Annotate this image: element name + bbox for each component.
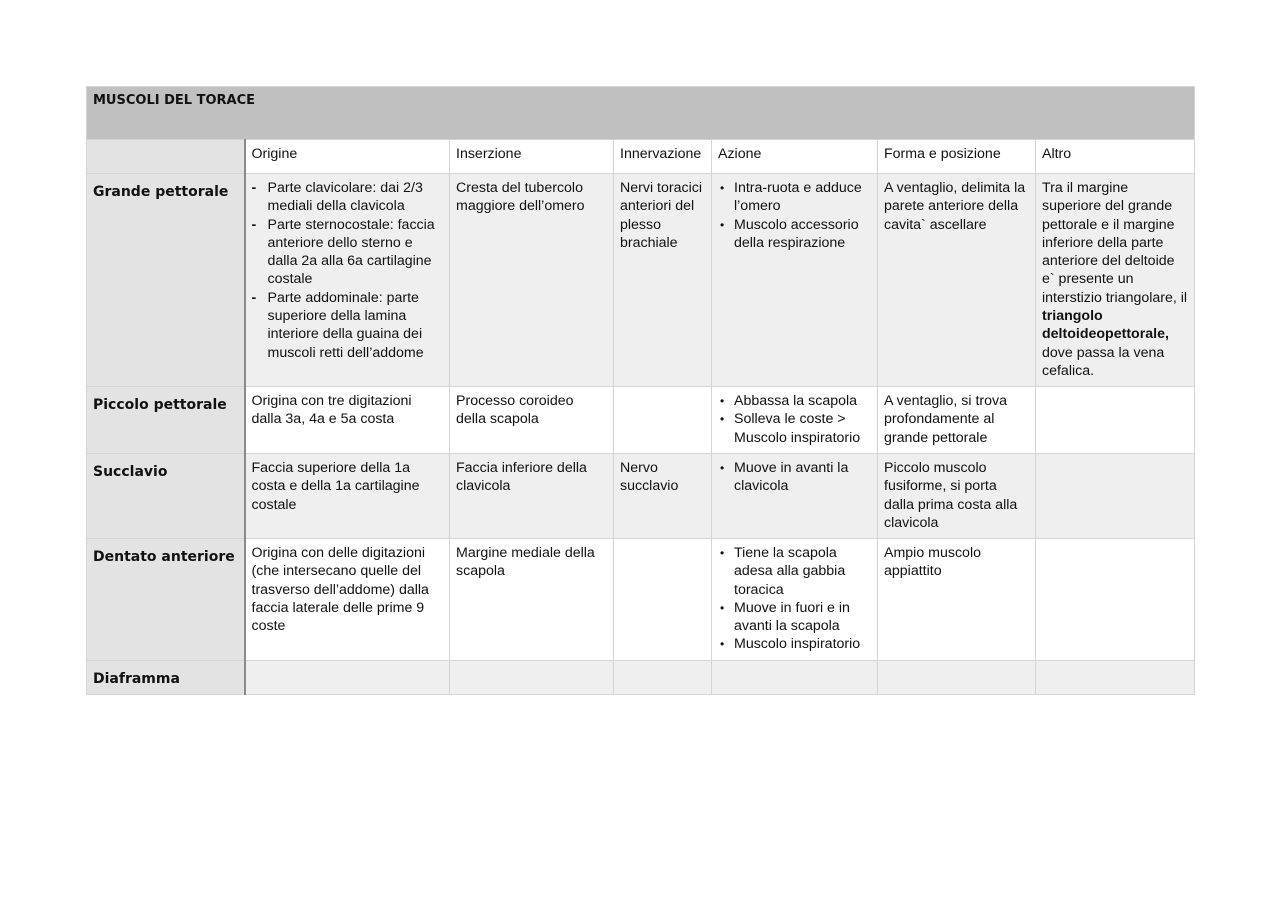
header-row [87,140,1195,174]
muscle-name: Dentato anteriore [87,539,245,661]
cell-altro [1036,661,1195,695]
header-origine: Origine [245,140,450,174]
altro-text-end: dove passa la vena cefalica. [1042,344,1165,379]
altro-text: Tra il margine superiore del grande pettorale e il margine inferiore della parte anteriore del deltoide e` presente un interstizio triangolare, il [1042,180,1188,306]
muscle-name: Diaframma [87,661,245,695]
list-item: • Muove in fuori e in avanti la scapola [734,599,871,636]
cell-origine [245,661,450,695]
list-item: • Intra-ruota e adduce l’omero [734,179,871,216]
azione-list [718,544,871,654]
cell-azione [712,387,878,454]
cell-forma: Piccolo muscolo fusiforme, si porta dalla prima costa alla clavicola [878,454,1036,539]
header-corner [87,140,245,174]
list-item: • Abbassa la scapola [734,392,871,410]
azione-list [718,179,871,252]
cell-forma: A ventaglio, delimita la parete anteriore della cavita` ascellare [878,174,1036,387]
header-altro: Altro [1036,140,1195,174]
cell-inserzione: Processo coroideo della scapola [450,387,614,454]
list-item: • Muscolo inspiratorio [734,635,871,653]
cell-altro [1036,387,1195,454]
cell-azione [712,454,878,539]
table-row [87,387,1195,454]
header-innervazione: Innervazione [614,140,712,174]
header-forma-posizione: Forma e posizione [878,140,1036,174]
cell-origine [245,174,450,387]
muscles-table [86,86,1195,695]
cell-azione [712,539,878,661]
azione-list [718,392,871,447]
origine-list [252,179,444,362]
cell-forma: A ventaglio, si trova profondamente al grande pettorale [878,387,1036,454]
table-row [87,539,1195,661]
cell-innervazione [614,661,712,695]
cell-innervazione [614,387,712,454]
cell-altro [1036,539,1195,661]
table-row [87,661,1195,695]
cell-altro [1036,454,1195,539]
muscle-name: Piccolo pettorale [87,387,245,454]
header-inserzione: Inserzione [450,140,614,174]
list-item: • Muove in avanti la clavicola [734,459,871,496]
muscle-name: Succlavio [87,454,245,539]
cell-forma [878,661,1036,695]
azione-list [718,459,871,496]
cell-forma: Ampio muscolo appiattito [878,539,1036,661]
list-item: • Tiene la scapola adesa alla gabbia toracica [734,544,871,599]
list-item: - Parte clavicolare: dai 2/3 mediali della clavicola [268,179,444,216]
cell-altro [1036,174,1195,387]
cell-innervazione: Nervi toracici anteriori del plesso brachiale [614,174,712,387]
altro-bold-text: triangolo deltoideopettorale, [1042,308,1169,343]
table-row [87,174,1195,387]
table-row [87,454,1195,539]
cell-inserzione: Faccia inferiore della clavicola [450,454,614,539]
cell-origine: Faccia superiore della 1a costa e della 1a cartilagine costale [245,454,450,539]
title-row [87,87,1195,140]
table-title: MUSCOLI DEL TORACE [87,87,1195,140]
cell-innervazione [614,539,712,661]
muscle-name: Grande pettorale [87,174,245,387]
list-item: - Parte sternocostale: faccia anteriore dello sterno e dalla 2a alla 6a cartilagine costale [268,216,444,289]
cell-azione [712,661,878,695]
header-azione: Azione [712,140,878,174]
list-item: • Solleva le coste > Muscolo inspiratorio [734,410,871,447]
cell-inserzione [450,661,614,695]
cell-origine: Origina con tre digitazioni dalla 3a, 4a e 5a costa [245,387,450,454]
cell-innervazione: Nervo succlavio [614,454,712,539]
cell-azione [712,174,878,387]
list-item: - Parte addominale: parte superiore della lamina interiore della guaina dei muscoli retti dell’addome [268,289,444,362]
cell-inserzione: Cresta del tubercolo maggiore dell’omero [450,174,614,387]
cell-origine: Origina con delle digitazioni (che intersecano quelle del trasverso dell’addome) dalla faccia laterale delle prime 9 coste [245,539,450,661]
list-item: • Muscolo accessorio della respirazione [734,216,871,253]
cell-inserzione: Margine mediale della scapola [450,539,614,661]
